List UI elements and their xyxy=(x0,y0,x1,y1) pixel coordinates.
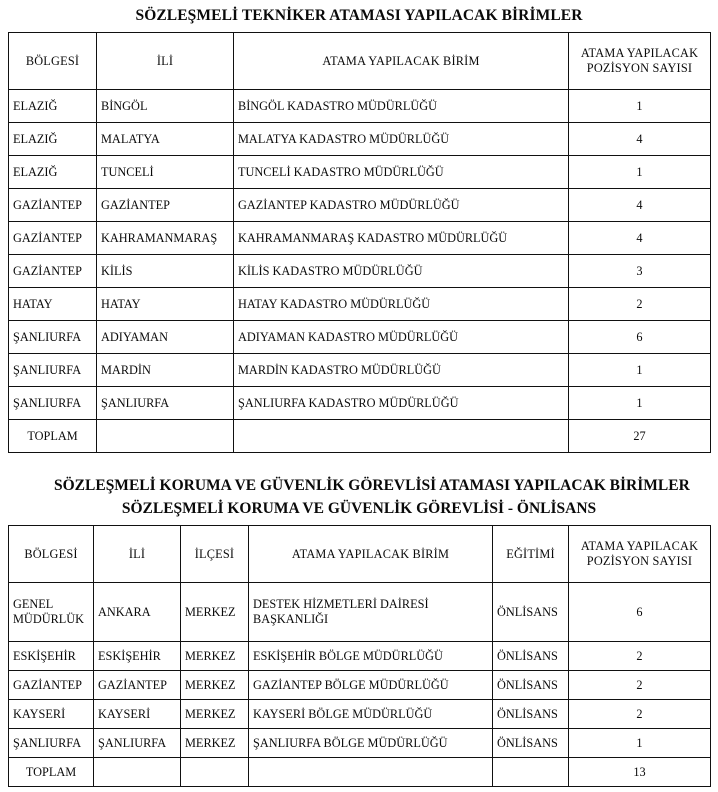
cell-sayi: 2 xyxy=(569,642,711,671)
table-body xyxy=(9,90,711,453)
cell-birim: KAYSERİ BÖLGE MÜDÜRLÜĞÜ xyxy=(249,700,493,729)
table-row xyxy=(9,288,711,321)
table-row xyxy=(9,321,711,354)
tekniker-atama-table xyxy=(8,32,711,453)
table-total-row xyxy=(9,758,711,787)
header-ilcesi: İLÇESİ xyxy=(181,526,249,583)
header-birim: ATAMA YAPILACAK BİRİM xyxy=(234,33,569,90)
cell-ilcesi: MERKEZ xyxy=(181,729,249,758)
cell-bolgesi: GAZİANTEP xyxy=(9,222,97,255)
cell-sayi: 6 xyxy=(569,583,711,642)
cell-egitimi: ÖNLİSANS xyxy=(493,671,569,700)
cell-sayi: 2 xyxy=(569,671,711,700)
cell-ili: GAZİANTEP xyxy=(94,671,181,700)
header-birim: ATAMA YAPILACAK BİRİM xyxy=(249,526,493,583)
cell-ilcesi: MERKEZ xyxy=(181,583,249,642)
cell-egitimi: ÖNLİSANS xyxy=(493,583,569,642)
cell-bolgesi: GENEL MÜDÜRLÜK xyxy=(9,583,94,642)
header-pozisyon-line2: POZİSYON SAYISI xyxy=(586,61,693,75)
cell-total-blank-ili xyxy=(94,758,181,787)
cell-bolgesi: HATAY xyxy=(9,288,97,321)
cell-ili: KAHRAMANMARAŞ xyxy=(97,222,234,255)
table-row xyxy=(9,729,711,758)
table-row xyxy=(9,354,711,387)
cell-bolgesi: ELAZIĞ xyxy=(9,90,97,123)
cell-bolgesi: KAYSERİ xyxy=(9,700,94,729)
header-ili: İLİ xyxy=(97,33,234,90)
cell-egitimi: ÖNLİSANS xyxy=(493,729,569,758)
header-pozisyon-line1: ATAMA YAPILACAK xyxy=(580,539,699,553)
cell-sayi: 1 xyxy=(569,156,711,189)
section2-subtitle: SÖZLEŞMELİ KORUMA VE GÜVENLİK GÖREVLİSİ - ÖNLİSANS xyxy=(121,500,597,517)
cell-ili: TUNCELİ xyxy=(97,156,234,189)
table-row xyxy=(9,671,711,700)
table-row xyxy=(9,583,711,642)
table-body xyxy=(9,583,711,787)
cell-birim: DESTEK HİZMETLERİ DAİRESİ BAŞKANLIĞI xyxy=(249,583,493,642)
cell-ili: KİLİS xyxy=(97,255,234,288)
cell-birim: KAHRAMANMARAŞ KADASTRO MÜDÜRLÜĞÜ xyxy=(234,222,569,255)
cell-birim: TUNCELİ KADASTRO MÜDÜRLÜĞÜ xyxy=(234,156,569,189)
cell-ili: BİNGÖL xyxy=(97,90,234,123)
cell-sayi: 4 xyxy=(569,189,711,222)
table-row xyxy=(9,189,711,222)
cell-ilcesi: MERKEZ xyxy=(181,642,249,671)
cell-total-label: TOPLAM xyxy=(9,420,97,453)
document-page xyxy=(0,6,718,792)
table-row xyxy=(9,156,711,189)
table-header-row xyxy=(9,526,711,583)
cell-birim: HATAY KADASTRO MÜDÜRLÜĞÜ xyxy=(234,288,569,321)
cell-bolgesi: ŞANLIURFA xyxy=(9,387,97,420)
header-bolgesi: BÖLGESİ xyxy=(9,33,97,90)
cell-birim: MALATYA KADASTRO MÜDÜRLÜĞÜ xyxy=(234,123,569,156)
cell-total-blank-ili xyxy=(97,420,234,453)
cell-bolgesi: ŞANLIURFA xyxy=(9,729,94,758)
table-total-row xyxy=(9,420,711,453)
table-row xyxy=(9,123,711,156)
cell-sayi: 4 xyxy=(569,222,711,255)
cell-bolgesi: ELAZIĞ xyxy=(9,156,97,189)
cell-birim: ESKİŞEHİR BÖLGE MÜDÜRLÜĞÜ xyxy=(249,642,493,671)
header-bolgesi: BÖLGESİ xyxy=(9,526,94,583)
cell-total-blank-birim xyxy=(234,420,569,453)
cell-birim: MARDİN KADASTRO MÜDÜRLÜĞÜ xyxy=(234,354,569,387)
cell-total-label: TOPLAM xyxy=(9,758,94,787)
table-header-row xyxy=(9,33,711,90)
cell-bolgesi: ELAZIĞ xyxy=(9,123,97,156)
cell-ilcesi: MERKEZ xyxy=(181,700,249,729)
cell-ili: GAZİANTEP xyxy=(97,189,234,222)
cell-sayi: 1 xyxy=(569,90,711,123)
cell-total-sayi: 13 xyxy=(569,758,711,787)
cell-total-blank-ilcesi xyxy=(181,758,249,787)
cell-sayi: 2 xyxy=(569,288,711,321)
section2-title: SÖZLEŞMELİ KORUMA VE GÜVENLİK GÖREVLİSİ ATAMASI YAPILACAK BİRİMLER xyxy=(54,477,690,494)
table-row xyxy=(9,222,711,255)
section1-title: SÖZLEŞMELİ TEKNİKER ATAMASI YAPILACAK BİRİMLER xyxy=(135,7,583,24)
cell-egitimi: ÖNLİSANS xyxy=(493,700,569,729)
cell-ili: ANKARA xyxy=(94,583,181,642)
cell-bolgesi: ŞANLIURFA xyxy=(9,354,97,387)
cell-ilcesi: MERKEZ xyxy=(181,671,249,700)
cell-sayi: 6 xyxy=(569,321,711,354)
cell-sayi: 1 xyxy=(569,729,711,758)
header-ili: İLİ xyxy=(94,526,181,583)
cell-bolgesi: GAZİANTEP xyxy=(9,189,97,222)
guvenlik-gorevlisi-table xyxy=(8,525,711,787)
cell-birim: ŞANLIURFA KADASTRO MÜDÜRLÜĞÜ xyxy=(234,387,569,420)
cell-bolgesi: ESKİŞEHİR xyxy=(9,642,94,671)
table-row xyxy=(9,255,711,288)
header-egitimi: EĞİTİMİ xyxy=(493,526,569,583)
header-pozisyon-line1: ATAMA YAPILACAK xyxy=(580,46,699,60)
cell-birim: KİLİS KADASTRO MÜDÜRLÜĞÜ xyxy=(234,255,569,288)
table-row xyxy=(9,642,711,671)
table-header xyxy=(9,33,711,90)
table-row xyxy=(9,700,711,729)
cell-total-blank-birim xyxy=(249,758,493,787)
cell-sayi: 3 xyxy=(569,255,711,288)
cell-sayi: 1 xyxy=(569,387,711,420)
cell-bolgesi: GAZİANTEP xyxy=(9,255,97,288)
header-pozisyon-line2: POZİSYON SAYISI xyxy=(586,554,693,568)
header-pozisyon-sayisi xyxy=(569,33,711,90)
cell-ili: ADIYAMAN xyxy=(97,321,234,354)
cell-sayi: 1 xyxy=(569,354,711,387)
cell-ili: ESKİŞEHİR xyxy=(94,642,181,671)
cell-bolgesi: ŞANLIURFA xyxy=(9,321,97,354)
cell-birim: GAZİANTEP BÖLGE MÜDÜRLÜĞÜ xyxy=(249,671,493,700)
cell-total-blank-egitimi xyxy=(493,758,569,787)
cell-sayi: 2 xyxy=(569,700,711,729)
table-row xyxy=(9,387,711,420)
header-pozisyon-sayisi xyxy=(569,526,711,583)
cell-birim: GAZİANTEP KADASTRO MÜDÜRLÜĞÜ xyxy=(234,189,569,222)
cell-birim: ADIYAMAN KADASTRO MÜDÜRLÜĞÜ xyxy=(234,321,569,354)
cell-birim: BİNGÖL KADASTRO MÜDÜRLÜĞÜ xyxy=(234,90,569,123)
cell-ili: HATAY xyxy=(97,288,234,321)
cell-egitimi: ÖNLİSANS xyxy=(493,642,569,671)
cell-birim: ŞANLIURFA BÖLGE MÜDÜRLÜĞÜ xyxy=(249,729,493,758)
cell-sayi: 4 xyxy=(569,123,711,156)
cell-bolgesi: GAZİANTEP xyxy=(9,671,94,700)
cell-ili: ŞANLIURFA xyxy=(97,387,234,420)
cell-ili: MARDİN xyxy=(97,354,234,387)
table-row xyxy=(9,90,711,123)
cell-ili: ŞANLIURFA xyxy=(94,729,181,758)
table-header xyxy=(9,526,711,583)
spacer xyxy=(0,453,718,475)
cell-ili: MALATYA xyxy=(97,123,234,156)
cell-total-sayi: 27 xyxy=(569,420,711,453)
cell-ili: KAYSERİ xyxy=(94,700,181,729)
